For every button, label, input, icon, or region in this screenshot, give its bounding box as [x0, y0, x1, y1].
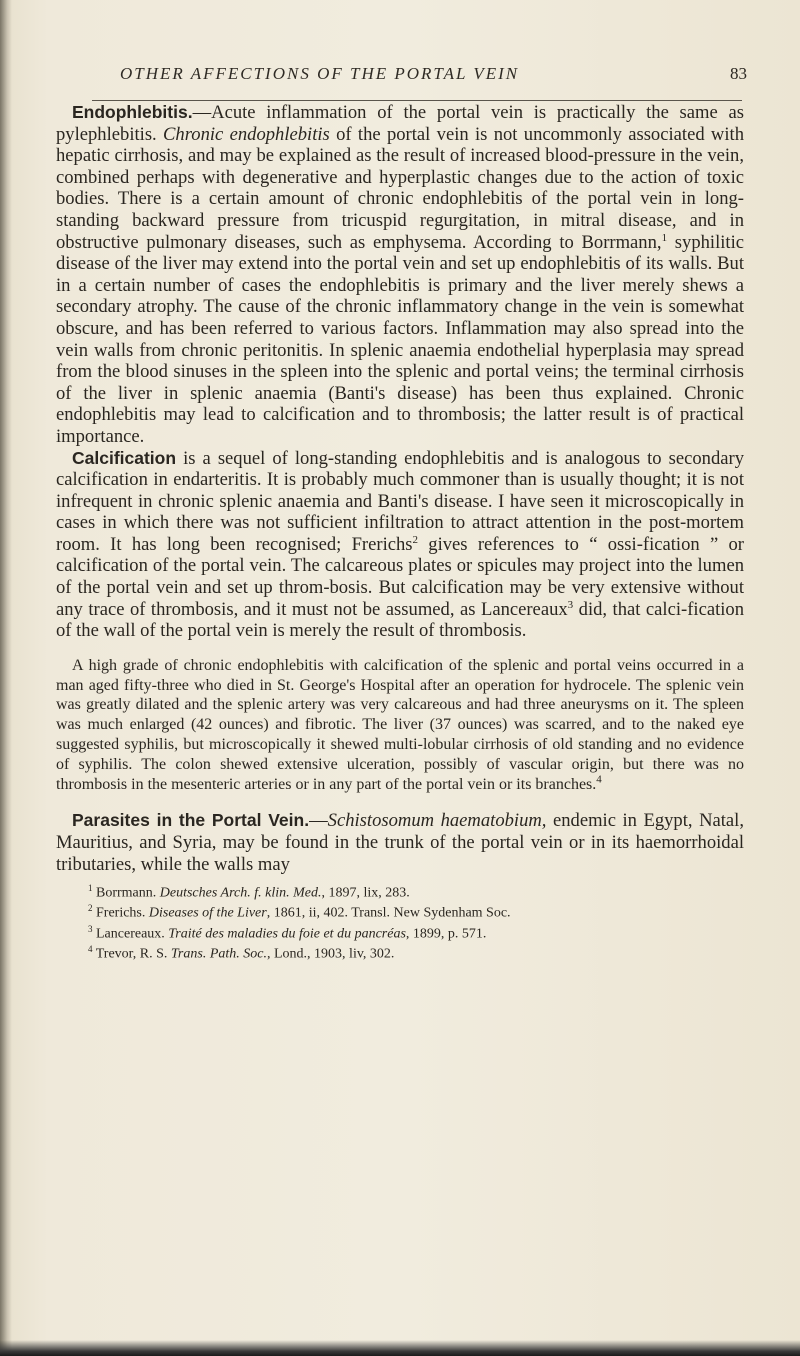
- page-number: 83: [730, 64, 747, 83]
- page-bottom-edge: [0, 1340, 800, 1356]
- footnote: $^2$ Frerichs. Diseases of the Liver, 1861, ii, 402. Transl. New Sydenham Soc.: [88, 903, 511, 922]
- footnotes: [56, 881, 744, 962]
- heading-endophlebitis: Endophlebitis.: [72, 102, 193, 122]
- footnote-ref: 1: [661, 231, 668, 244]
- paragraph-parasites: Parasites in the Portal Vein.—Schistosomum haematobium, endemic in Egypt, Natal, Mauritius, and Syria, may be found in the trunk of the portal vein or in its haemorrhoidal tributaries, while the walls may: [56, 810, 744, 875]
- paragraph-calcification: Calcification is a sequel of long-standing endophlebitis and is analogous to secondary calcification in endarteritis. It is probably much commoner than is usually thought; it is not infrequent in chronic splenic anaemia and Banti's disease. I have seen it microscopically in cases in which there was not sufficient infiltration to attract attention in the post-mortem room. It has long been recognised; Frerichs$^2$ gives references to “ ossi-fication ” or calcification of the portal vein. The calcareous plates or spicules may project into the lumen of the portal vein and set up throm-bosis. But calcification may be very extensive without any trace of thrombosis, and it must not be assumed, as Lancereaux$^3$ did, that calci-fication of the wall of the portal vein is merely the result of thrombosis.: [56, 447, 745, 642]
- footnote-ref: 4: [596, 773, 602, 786]
- header-rule: [92, 100, 742, 101]
- running-title: OTHER AFFECTIONS OF THE PORTAL VEIN: [120, 64, 520, 83]
- footnote: $^4$ Trevor, R. S. Trans. Path. Soc., Lond., 1903, liv, 302.: [88, 943, 395, 962]
- footnote-ref: 3: [567, 598, 574, 611]
- paragraph-case-report: A high grade of chronic endophlebitis with calcification of the splenic and portal veins occurred in a man aged fifty-three who died in St. George's Hospital after an operation for hydrocele. The splenic vein was greatly dilated and the splenic artery was very calcareous and had three aneurysms on it. The spleen was much enlarged (42 ounces) and fibrotic. The liver (37 ounces) was scarred, and to the naked eye suggested syphilis, but microscopically it shewed multi-lobular cirrhosis of old standing and no evidence of syphilis. The colon shewed extensive ulceration, possibly of vascular origin, but there was no thrombosis in the mesenteric arteries or in any part of the portal vein or its branches.$^4$: [56, 656, 744, 793]
- heading-calcification: Calcification: [72, 447, 177, 468]
- running-header: [0, 58, 800, 90]
- footnote: $^1$ Borrmann. Deutsches Arch. f. klin. Med., 1897, lix, 283.: [88, 883, 410, 901]
- binding-shadow: [0, 0, 12, 1356]
- footnote: $^3$ Lancereaux. Traité des maladies du foie et du pancréas, 1899, p. 571.: [88, 923, 487, 942]
- paragraph-endophlebitis: Endophlebitis.—Acute inflammation of the portal vein is practically the same as pylephlebitis. Chronic endophlebitis of the portal vein is not uncommonly associated with hepatic cirrhosis, and may be explained as the result of increased blood-pressure in the vein, combined perhaps with degenerative and hyperplastic changes due to the action of toxic bodies. There is a certain amount of chronic endophlebitis of the portal vein in long-standing backward pressure from tricuspid regurgitation, in mitral disease, and in obstructive pulmonary diseases, such as emphysema. According to Borrmann,$^1$ syphilitic disease of the liver may extend into the portal vein and set up endophlebitis of its walls. But in a certain number of cases the endophlebitis is primary and the liver merely shews a secondary atrophy. The cause of the chronic inflammatory change in the vein is somewhat obscure, and has been referred to various factors. Inflammation may also spread into the vein walls from chronic peritonitis. In splenic anaemia endothelial hyperplasia may spread from the blood sinuses in the spleen into the splenic and portal veins; the terminal cirrhosis of the liver in splenic anaemia (Banti's disease) has been thus explained. Chronic endophlebitis may lead to calcification and to thrombosis; the latter result is of practical importance.: [56, 102, 744, 447]
- footnote-ref: 2: [412, 533, 419, 546]
- body-text: [56, 102, 744, 962]
- heading-parasites: Parasites in the Portal Vein.: [72, 810, 310, 831]
